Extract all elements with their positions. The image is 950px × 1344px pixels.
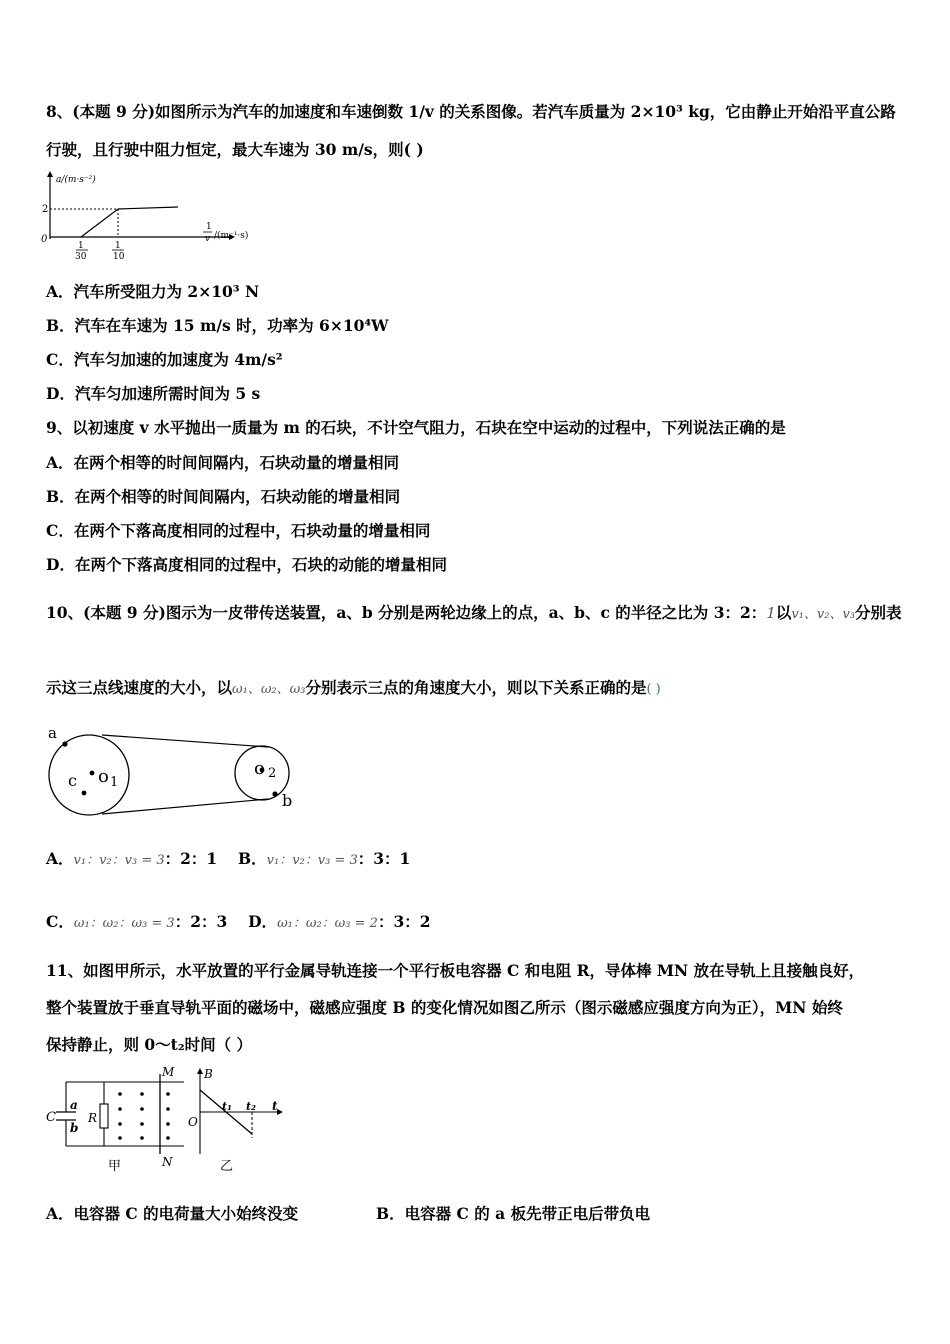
q10-stem-line2-text: 示这三点线速度的大小，以: [46, 678, 233, 697]
q11-stem-line1: 11、如图甲所示，水平放置的平行金属导轨连接一个平行板电容器 C 和电阻 R，导体棒 MN 放在导轨上且接触良好，: [46, 961, 865, 980]
q8-acceleration-graph: [36, 170, 266, 262]
q11-jia-label-N: N: [162, 1155, 173, 1169]
q8-graph-x-frac-den: v: [205, 234, 211, 244]
q8-graph-y-tick: 2: [42, 204, 49, 215]
q11-yi-label-t: t: [272, 1099, 278, 1113]
q11-yi-label-B: B: [204, 1067, 213, 1081]
q10-option-b-label: B．: [238, 849, 267, 868]
q11-jia-label-C: C: [46, 1110, 56, 1125]
q10-linear-velocity-symbols: v₁、v₂、v₃: [791, 607, 856, 622]
q10-options-row2: [46, 912, 431, 934]
q11-figure-jia: [44, 1064, 194, 1174]
q10-o1-label: o: [98, 766, 109, 787]
q8-graph-origin: 0: [41, 234, 48, 245]
q11-figure-yi: [186, 1064, 286, 1174]
q11-jia-label-a: a: [70, 1098, 78, 1112]
q10-option-d-label: D．: [248, 912, 278, 931]
q10-angular-velocity-symbols: ω₁、ω₂、ω₃: [232, 682, 306, 697]
q10-option-c-math: ω₁：ω₂：ω₃ = 3: [73, 916, 175, 931]
q8-option-a: A．汽车所受阻力为 2×10³ N: [46, 282, 260, 301]
q10-option-a-label: A．: [46, 849, 74, 868]
q11-stem-line3: 保持静止，则 0～t₂时间（ ）: [46, 1035, 253, 1054]
q10-stem-line1-text: 10、(本题 9 分)图示为一皮带传送装置，a、b 分别是两轮边缘上的点，a、b、c 的半径之比为 3：2：: [46, 603, 767, 622]
q8-graph-y-label: a/(m·s⁻²): [56, 175, 96, 185]
q10-o2-sub: 2: [268, 766, 277, 781]
q10-option-d-math: ω₁：ω₂：ω₃ = 2: [277, 916, 378, 931]
q9-option-a: A．在两个相等的时间间隔内，石块动量的增量相同: [46, 453, 400, 472]
q10-belt-diagram: [44, 722, 304, 818]
q11-yi-label-O: O: [188, 1115, 198, 1129]
q8-option-b: B．汽车在车速为 15 m/s 时，功率为 6×10⁴W: [46, 316, 389, 335]
q11-jia-label-b: b: [70, 1121, 79, 1135]
q11-option-b: B．电容器 C 的 a 板先带正电后带负电: [376, 1204, 651, 1223]
q10-o2-label: o: [254, 758, 265, 779]
q9-stem: 9、以初速度 v 水平抛出一质量为 m 的石块，不计空气阻力，石块在空中运动的过程中，下列说法正确的是: [46, 418, 786, 437]
q8-stem-line2: 行驶，且行驶中阻力恒定，最大车速为 30 m/s，则( ): [46, 140, 424, 159]
q11-yi-label-t2: t₂: [246, 1100, 256, 1113]
q10-stem-line2: [46, 678, 661, 700]
q10-answer-parens: ( ): [646, 682, 661, 697]
q10-stem-line2-rest: 分别表示三点的角速度大小，则以下关系正确的是: [305, 678, 647, 697]
q9-option-c: C．在两个下落高度相同的过程中，石块动量的增量相同: [46, 521, 431, 540]
q10-option-a-math: v₁：v₂：v₃ = 3: [73, 853, 165, 868]
q10-options-row1: [46, 849, 410, 871]
q10-stem-line1-yi: 以: [775, 603, 792, 622]
q11-jia-caption: 甲: [108, 1159, 122, 1174]
q11-yi-label-t1: t₁: [222, 1100, 232, 1113]
q10-option-d-tail: ：3：2: [377, 912, 431, 931]
q10-point-c-label: c: [68, 771, 77, 790]
q8-graph-x-label: /(m⁻¹·s): [214, 231, 249, 241]
q9-option-d: D．在两个下落高度相同的过程中，石块的动能的增量相同: [46, 555, 447, 574]
q9-option-b: B．在两个相等的时间间隔内，石块动能的增量相同: [46, 487, 401, 506]
q10-option-b-tail: ：3：1: [357, 849, 411, 868]
q8-stem-line1: 8、(本题 9 分)如图所示为汽车的加速度和车速倒数 1/v 的关系图像。若汽车质量为 2×10³ kg，它由静止开始沿平直公路: [46, 102, 896, 121]
q11-stem-line2: 整个装置放于垂直导轨平面的磁场中，磁感应强度 B 的变化情况如图乙所示（图示磁感应强度方向为正），MN 始终: [46, 998, 843, 1017]
q11-option-a: A．电容器 C 的电荷量大小始终没变: [46, 1204, 299, 1223]
q11-yi-caption: 乙: [220, 1159, 234, 1174]
q8-graph-x-tick2-den: 10: [113, 252, 125, 262]
q10-stem-line1: [46, 603, 902, 625]
q10-option-b-math: v₁：v₂：v₃ = 3: [266, 853, 358, 868]
q11-jia-label-R: R: [88, 1111, 98, 1125]
q10-stem-line1-tail: 分别表: [855, 603, 902, 622]
q10-ratio-value: 1: [766, 604, 776, 622]
q11-jia-label-M: M: [162, 1065, 175, 1079]
q8-graph-x-frac-num: 1: [206, 222, 212, 232]
q8-graph-x-tick1-den: 30: [75, 252, 87, 262]
q10-option-a-tail: ：2：1: [164, 849, 218, 868]
q8-option-d: D．汽车匀加速所需时间为 5 s: [46, 384, 261, 403]
q10-option-c-label: C．: [46, 912, 74, 931]
q8-option-c: C．汽车匀加速的加速度为 4m/s²: [46, 350, 283, 369]
q10-option-c-tail: ：2：3: [174, 912, 228, 931]
q8-graph-x-tick2-num: 1: [115, 241, 121, 251]
q10-point-b-label: b: [282, 791, 293, 810]
q10-o1-sub: 1: [110, 775, 119, 790]
q8-graph-x-tick1-num: 1: [78, 241, 84, 251]
q10-point-a-label: a: [48, 724, 57, 742]
